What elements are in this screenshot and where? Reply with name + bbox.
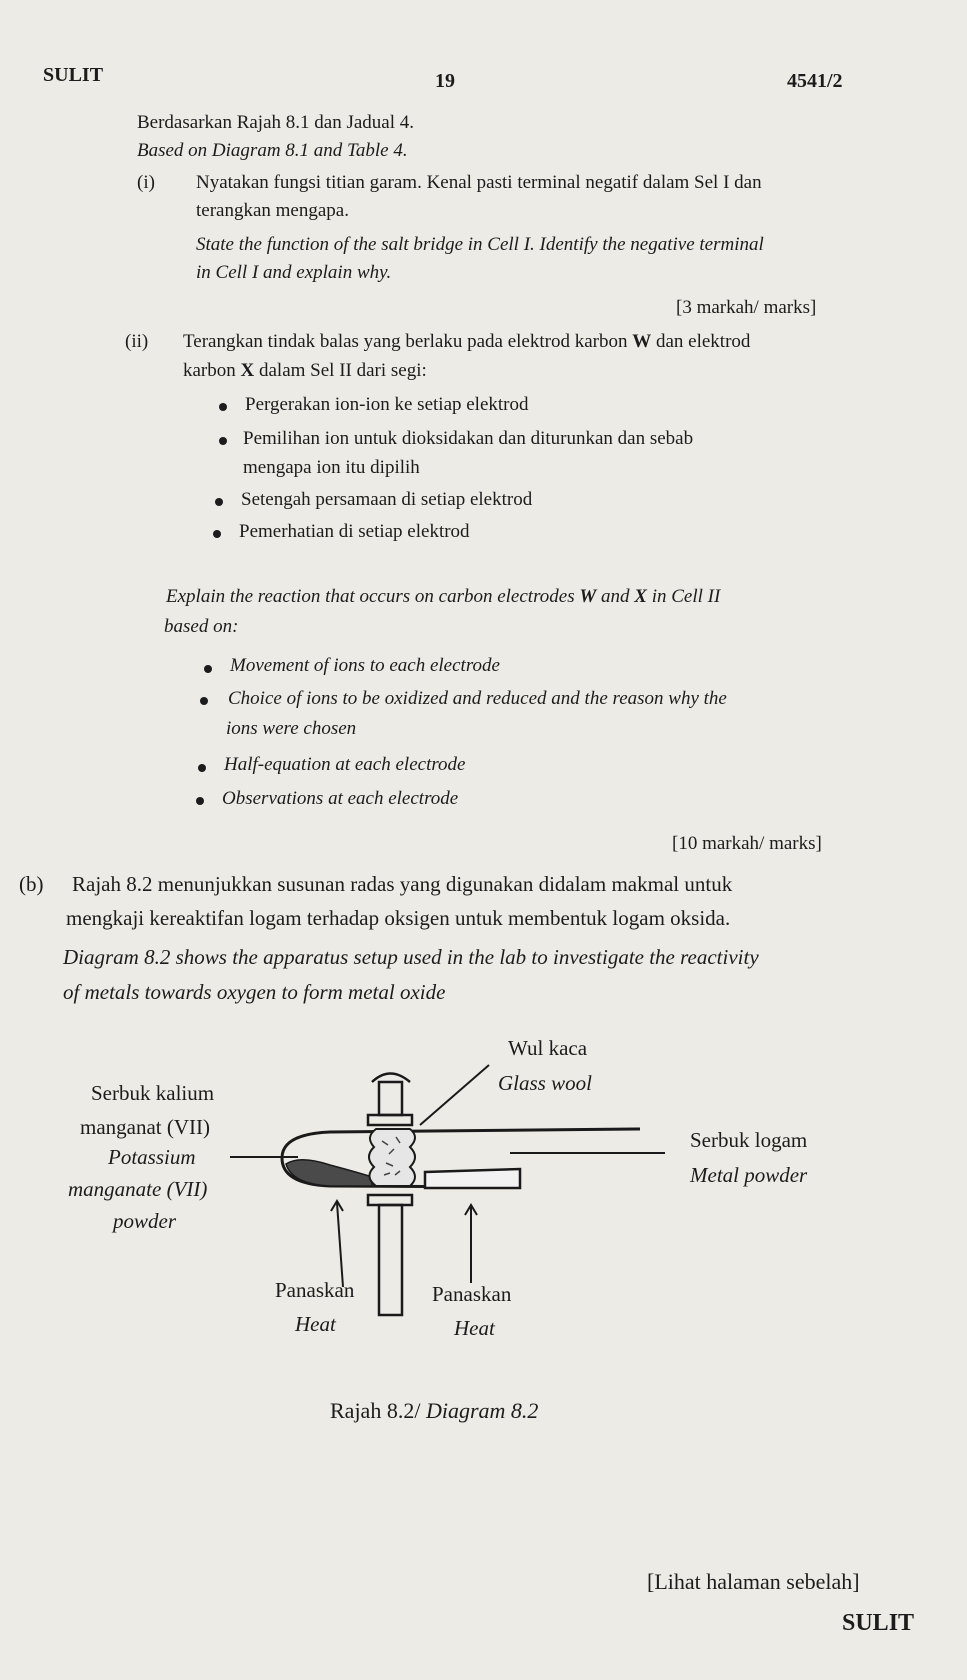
q-ii-en-bullet-4: Observations at each electrode xyxy=(222,788,459,809)
footer-sulit: SULIT xyxy=(842,1610,915,1636)
q-ii-ms-bullet-2-cont: mengapa ion itu dipilih xyxy=(243,457,420,478)
q-b-number: (b) xyxy=(19,872,44,896)
header-sulit: SULIT xyxy=(43,64,104,86)
q-i-ms-line2: terangkan mengapa. xyxy=(196,200,349,221)
label-heat-2: Heat xyxy=(454,1316,495,1340)
leader-glass-wool xyxy=(420,1065,489,1125)
q-i-number: (i) xyxy=(137,172,155,193)
stand-rod xyxy=(379,1205,402,1315)
label-glass-wool: Glass wool xyxy=(498,1071,592,1095)
q-b-en-line2: of metals towards oxygen to form metal oxide xyxy=(63,980,446,1004)
paper-code: 4541/2 xyxy=(787,70,843,92)
heat-arrow-1 xyxy=(337,1203,343,1287)
q-i-en-line2: in Cell I and explain why. xyxy=(196,262,392,283)
q-ii-en-line1: Explain the reaction that occurs on carbon electrodes W and X in Cell II xyxy=(166,586,721,607)
label-heat-1: Heat xyxy=(295,1312,336,1336)
bullet xyxy=(196,797,204,805)
bullet xyxy=(213,530,221,538)
q-ii-en-bullet-3: Half-equation at each electrode xyxy=(224,754,466,775)
bullet xyxy=(215,498,223,506)
glass-wool-plug xyxy=(369,1129,415,1186)
label-potassium: Potassium xyxy=(108,1145,196,1169)
q-ii-marks: [10 markah/ marks] xyxy=(672,833,822,854)
q-ii-ms-bullet-4: Pemerhatian di setiap elektrod xyxy=(239,521,470,542)
bullet xyxy=(204,665,212,673)
footer-next-page: [Lihat halaman sebelah] xyxy=(647,1569,860,1594)
clamp-top xyxy=(379,1082,402,1115)
q-b-ms-line1: Rajah 8.2 menunjukkan susunan radas yang digunakan didalam makmal untuk xyxy=(72,872,733,896)
q-b-ms-line2: mengkaji kereaktifan logam terhadap oksigen untuk membentuk logam oksida. xyxy=(66,906,731,930)
diagram-8-2 xyxy=(0,1025,967,1365)
metal-powder-boat xyxy=(425,1169,520,1188)
label-metal-powder: Metal powder xyxy=(690,1163,808,1187)
diagram-caption: Rajah 8.2/ Diagram 8.2 xyxy=(330,1398,539,1423)
label-manganate: manganate (VII) xyxy=(68,1177,208,1201)
bullet xyxy=(219,403,227,411)
potassium-manganate-powder xyxy=(286,1160,372,1186)
q-i-marks: [3 markah/ marks] xyxy=(676,297,817,318)
bullet xyxy=(200,697,208,705)
clamp-lower xyxy=(368,1195,412,1205)
q-i-ms-line1: Nyatakan fungsi titian garam. Kenal pasti terminal negatif dalam Sel I dan xyxy=(196,172,762,193)
q-ii-ms-line1: Terangkan tindak balas yang berlaku pada elektrod karbon W dan elektrod xyxy=(183,331,751,352)
label-panaskan-2: Panaskan xyxy=(432,1282,512,1306)
q-ii-number: (ii) xyxy=(125,331,149,352)
q-ii-ms-line2: karbon X dalam Sel II dari segi: xyxy=(183,360,427,381)
bullet xyxy=(198,764,206,772)
intro-ms: Berdasarkan Rajah 8.1 dan Jadual 4. xyxy=(137,112,414,133)
intro-en: Based on Diagram 8.1 and Table 4. xyxy=(137,140,408,161)
q-ii-en-bullet-2-cont: ions were chosen xyxy=(226,718,357,739)
label-panaskan-1: Panaskan xyxy=(275,1278,355,1302)
label-powder: powder xyxy=(113,1209,176,1233)
bullet xyxy=(219,437,227,445)
q-b-en-line1: Diagram 8.2 shows the apparatus setup used in the lab to investigate the reactivity xyxy=(63,945,759,969)
label-serbuk-kalium: Serbuk kalium xyxy=(91,1081,215,1105)
label-serbuk-logam: Serbuk logam xyxy=(690,1128,808,1152)
page-number: 19 xyxy=(435,70,455,92)
label-wul-kaca: Wul kaca xyxy=(508,1036,588,1060)
q-i-en-line1: State the function of the salt bridge in Cell I. Identify the negative terminal xyxy=(196,234,764,255)
q-ii-en-line2: based on: xyxy=(164,616,239,637)
q-ii-ms-bullet-1: Pergerakan ion-ion ke setiap elektrod xyxy=(245,394,529,415)
q-ii-ms-bullet-2: Pemilihan ion untuk dioksidakan dan diturunkan dan sebab xyxy=(243,428,694,449)
q-ii-en-bullet-2: Choice of ions to be oxidized and reduced and the reason why the xyxy=(228,688,727,709)
clamp-upper xyxy=(368,1115,412,1125)
q-ii-ms-bullet-3: Setengah persamaan di setiap elektrod xyxy=(241,489,533,510)
q-ii-en-bullet-1: Movement of ions to each electrode xyxy=(230,655,500,676)
label-manganat: manganat (VII) xyxy=(80,1115,211,1139)
